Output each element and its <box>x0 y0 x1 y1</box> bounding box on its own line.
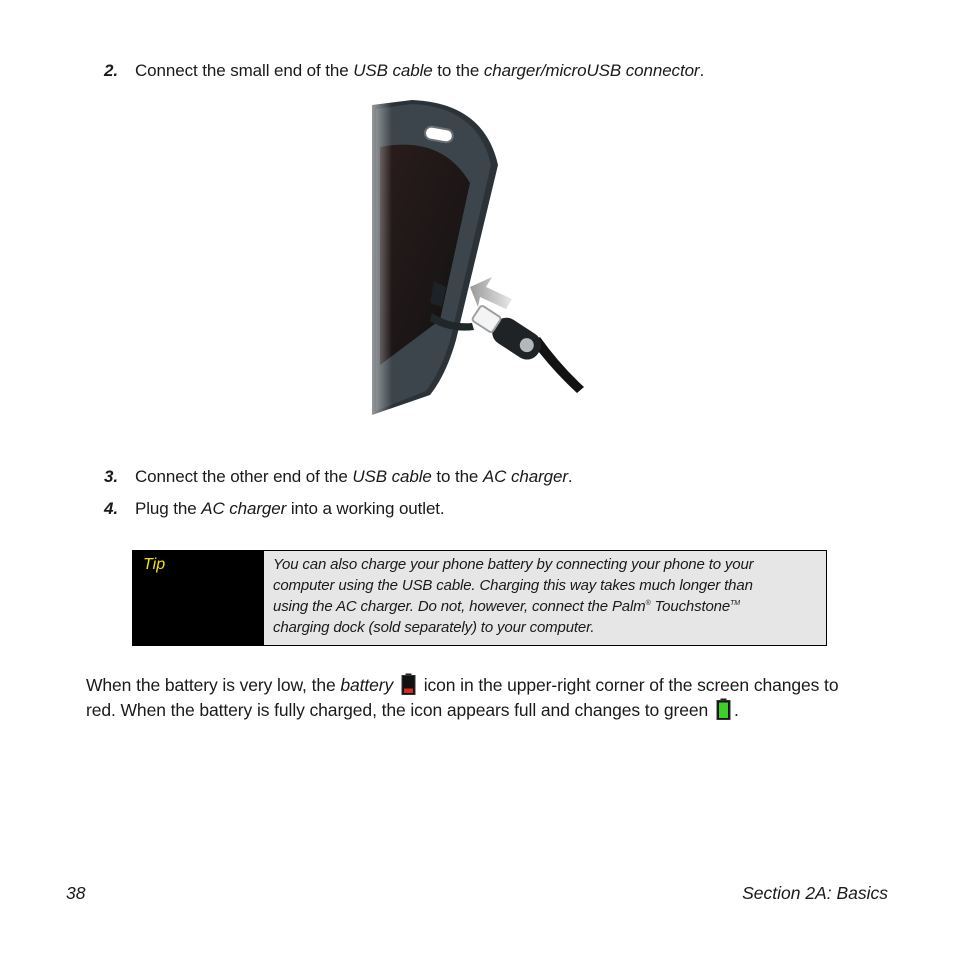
tip-line <box>273 596 818 617</box>
registered-mark: ® <box>645 600 651 607</box>
battery-paragraph <box>86 673 866 723</box>
step-text: to the <box>431 467 483 486</box>
step-number: 2. <box>104 61 118 80</box>
step-emphasis: charger/microUSB connector <box>483 61 700 80</box>
trademark-mark: TM <box>730 600 740 607</box>
tip-text: Touchstone <box>650 598 731 615</box>
step-text: . <box>699 61 705 80</box>
paragraph-text: . <box>733 700 739 720</box>
step-text: to the <box>432 61 484 80</box>
step-text: Connect the small end of the <box>135 61 354 80</box>
page-number: 38 <box>66 883 86 903</box>
tip-line: charging dock (sold separately) to your computer. <box>273 619 595 636</box>
paragraph-text: icon in the upper-right corner of the screen changes to red. When the battery is fully charged, the icon appears full and changes to green <box>86 675 839 720</box>
battery-low-icon <box>401 673 416 695</box>
step-text: into a working outlet. <box>286 499 445 518</box>
step-emphasis: USB cable <box>353 61 433 80</box>
tip-line: computer using the USB cable. Charging this way takes much longer than <box>273 577 753 594</box>
phone-usb-drawing <box>352 95 612 415</box>
tip-body <box>264 551 826 645</box>
tip-box <box>132 550 827 646</box>
step-emphasis: AC charger <box>482 467 568 486</box>
tip-text: using the AC charger. Do not, however, connect the Palm <box>273 598 646 615</box>
tip-line: You can also charge your phone battery by connecting your phone to your <box>273 556 754 573</box>
step-text: Plug the <box>135 499 202 518</box>
step-text: . <box>567 467 573 486</box>
step-number: 4. <box>104 499 118 518</box>
step-2 <box>104 60 704 82</box>
phone-usb-illustration <box>352 95 612 415</box>
tip-label: Tip <box>133 551 264 645</box>
paragraph-emphasis: battery <box>340 675 394 695</box>
battery-full-icon <box>716 698 731 720</box>
paragraph-text: When the battery is very low, the <box>86 675 341 695</box>
step-4 <box>104 498 445 520</box>
step-emphasis: USB cable <box>352 467 432 486</box>
step-number: 3. <box>104 467 118 486</box>
step-text: Connect the other end of the <box>135 467 353 486</box>
step-3 <box>104 466 573 488</box>
section-title: Section 2A: Basics <box>742 883 888 903</box>
step-emphasis: AC charger <box>201 499 287 518</box>
